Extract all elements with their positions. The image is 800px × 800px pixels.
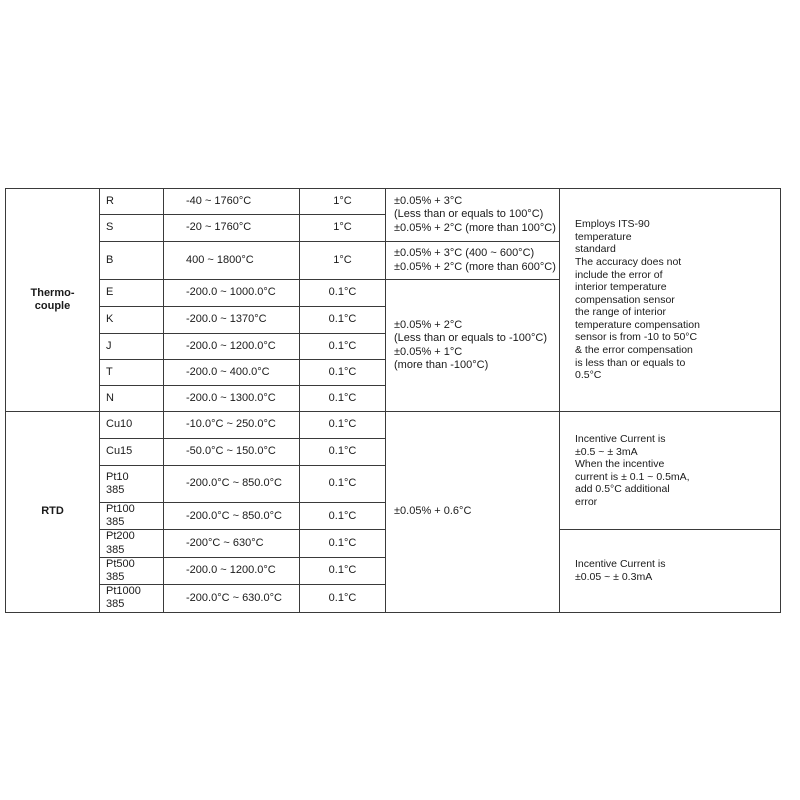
group-label-thermocouple: Thermo- couple [6, 189, 100, 412]
resolution-cell: 1°C [300, 242, 386, 280]
range-cell: -200.0 ~ 1370°C [164, 307, 300, 334]
range-cell: -10.0°C ~ 250.0°C [164, 412, 300, 439]
range-cell: -200.0 ~ 1300.0°C [164, 386, 300, 412]
accuracy-cell: ±0.05% + 3°C (400 ~ 600°C) ±0.05% + 2°C (more than 600°C) [386, 242, 560, 280]
range-cell: -200°C ~ 630°C [164, 530, 300, 557]
sensor-type-cell: E [100, 280, 164, 307]
resolution-cell: 0.1°C [300, 439, 386, 466]
range-cell: -200.0 ~ 1000.0°C [164, 280, 300, 307]
resolution-cell: 0.1°C [300, 466, 386, 503]
sensor-type-cell: J [100, 334, 164, 360]
sensor-type-cell: S [100, 215, 164, 242]
resolution-cell: 1°C [300, 189, 386, 215]
resolution-cell: 0.1°C [300, 280, 386, 307]
sensor-type-cell: Pt200 385 [100, 530, 164, 557]
accuracy-cell: ±0.05% + 2°C (Less than or equals to -100°C) ±0.05% + 1°C (more than -100°C) [386, 280, 560, 412]
range-cell: -200.0°C ~ 850.0°C [164, 466, 300, 503]
note-cell: Incentive Current is ±0.05 ~ ± 0.3mA [560, 530, 781, 612]
sensor-type-cell: B [100, 242, 164, 280]
sensor-type-cell: N [100, 386, 164, 412]
resolution-cell: 1°C [300, 215, 386, 242]
accuracy-cell: ±0.05% + 3°C (Less than or equals to 100°C) ±0.05% + 2°C (more than 100°C) [386, 189, 560, 242]
sensor-type-cell: Pt10 385 [100, 466, 164, 503]
resolution-cell: 0.1°C [300, 360, 386, 386]
range-cell: -200.0 ~ 400.0°C [164, 360, 300, 386]
resolution-cell: 0.1°C [300, 503, 386, 530]
resolution-cell: 0.1°C [300, 412, 386, 439]
range-cell: 400 ~ 1800°C [164, 242, 300, 280]
note-cell: Employs ITS-90 temperature standard The accuracy does not include the error of interior temperature compensation sensor the range of interior temperature compensation sensor is from -10 to 50°C & the error compensation is less than or equals to 0.5°C [560, 189, 781, 412]
range-cell: -200.0 ~ 1200.0°C [164, 334, 300, 360]
table-row [6, 412, 781, 439]
sensor-type-cell: R [100, 189, 164, 215]
range-cell: -40 ~ 1760°C [164, 189, 300, 215]
table-row [6, 189, 781, 215]
sensor-type-cell: Pt500 385 [100, 557, 164, 584]
resolution-cell: 0.1°C [300, 530, 386, 557]
range-cell: -20 ~ 1760°C [164, 215, 300, 242]
sensor-type-cell: Pt100 385 [100, 503, 164, 530]
resolution-cell: 0.1°C [300, 386, 386, 412]
resolution-cell: 0.1°C [300, 334, 386, 360]
resolution-cell: 0.1°C [300, 585, 386, 612]
sensor-type-cell: Cu15 [100, 439, 164, 466]
sensor-type-cell: T [100, 360, 164, 386]
resolution-cell: 0.1°C [300, 557, 386, 584]
range-cell: -200.0 ~ 1200.0°C [164, 557, 300, 584]
range-cell: -50.0°C ~ 150.0°C [164, 439, 300, 466]
note-cell: Incentive Current is ±0.5 ~ ± 3mA When the incentive current is ± 0.1 ~ 0.5mA, add 0.5°C additional error [560, 412, 781, 530]
group-label-rtd: RTD [6, 412, 100, 613]
sensor-type-cell: Pt1000 385 [100, 585, 164, 612]
range-cell: -200.0°C ~ 850.0°C [164, 503, 300, 530]
range-cell: -200.0°C ~ 630.0°C [164, 585, 300, 612]
sensor-type-cell: K [100, 307, 164, 334]
spec-table [5, 188, 781, 613]
resolution-cell: 0.1°C [300, 307, 386, 334]
accuracy-cell: ±0.05% + 0.6°C [386, 412, 560, 613]
sensor-type-cell: Cu10 [100, 412, 164, 439]
